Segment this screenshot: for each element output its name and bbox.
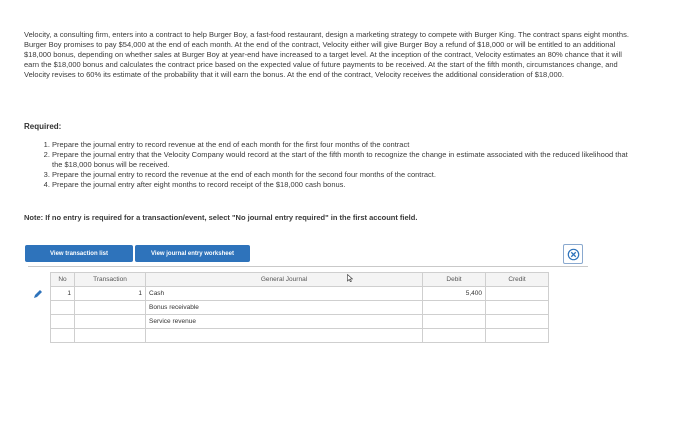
pencil-icon[interactable] <box>33 289 43 299</box>
header-credit: Credit <box>486 273 549 287</box>
debit-field[interactable] <box>423 315 486 329</box>
credit-field[interactable] <box>486 287 549 301</box>
entry-transaction: 1 <box>75 287 146 301</box>
header-transaction: Transaction <box>75 273 146 287</box>
account-field[interactable]: Service revenue <box>146 315 423 329</box>
entry-number: 1 <box>51 287 75 301</box>
requirement-2: 2. Prepare the journal entry that the Velocity Company would record at the start of the fifth month to recognize the change in estimate associated with the reduced likelihood that the $18,000 bonus will be received. <box>52 150 632 170</box>
close-button[interactable] <box>563 244 583 264</box>
debit-field[interactable]: 5,400 <box>423 287 486 301</box>
requirements-list <box>40 140 632 190</box>
view-journal-entry-worksheet-button[interactable]: View journal entry worksheet <box>135 245 250 262</box>
credit-field[interactable] <box>486 301 549 315</box>
credit-field[interactable] <box>486 315 549 329</box>
entry-transaction-empty <box>75 301 146 315</box>
table-row <box>51 329 549 343</box>
table-row <box>51 315 549 329</box>
header-no: No <box>51 273 75 287</box>
entry-transaction-empty <box>75 315 146 329</box>
requirement-3: 3. Prepare the journal entry to record the revenue at the end of each month for the second four months of the contract. <box>52 170 632 180</box>
header-general-journal-label: General Journal <box>260 276 308 283</box>
problem-text: Velocity, a consulting firm, enters into a contract to help Burger Boy, a fast-food restaurant, design a marketing strategy to compete with Burger King. The contract spans eight months. Burger Boy promises to pay $54,000 at the end of each month. At the end of the contract, Velocity either will give Burger Boy a refund of $18,000 or will be entitled to an additional $18,000 bonus, depending on whether sales at Burger Boy at year-end have increased to a target level. At the inception of the contract, Velocity estimates an 80% chance that it will earn the $18,000 bonus and calculates the contract price based on the expected value of future payments to be received. At the start of the fifth month, circumstances change, and Velocity revises to 60% its estimate of the probability that it will earn the bonus. At the end of the contract, Velocity receives the additional consideration of $18,000. <box>24 30 629 79</box>
note-text: Note: If no entry is required for a transaction/event, select "No journal entry required" in the first account field. <box>24 213 418 222</box>
debit-field[interactable] <box>423 301 486 315</box>
close-circle-icon <box>567 248 580 261</box>
entry-transaction-empty <box>75 329 146 343</box>
requirement-1: 1. Prepare the journal entry to record revenue at the end of each month for the first four months of the contract <box>52 140 632 150</box>
table-row <box>51 287 549 301</box>
required-heading: Required: <box>24 122 62 131</box>
entry-number-empty <box>51 329 75 343</box>
header-general-journal <box>146 273 423 287</box>
table-row <box>51 301 549 315</box>
view-transaction-list-button[interactable]: View transaction list <box>25 245 133 262</box>
mouse-cursor-icon <box>347 274 353 282</box>
requirement-4: 4. Prepare the journal entry after eight months to record receipt of the $18,000 cash bonus. <box>52 180 632 190</box>
account-field[interactable] <box>146 329 423 343</box>
debit-field[interactable] <box>423 329 486 343</box>
entry-number-empty <box>51 315 75 329</box>
account-field[interactable]: Bonus receivable <box>146 301 423 315</box>
entry-number-empty <box>51 301 75 315</box>
table-top-divider <box>28 266 588 267</box>
header-debit: Debit <box>423 273 486 287</box>
account-field[interactable]: Cash <box>146 287 423 301</box>
table-header-row <box>51 273 549 287</box>
credit-field[interactable] <box>486 329 549 343</box>
journal-entry-table <box>50 272 549 343</box>
